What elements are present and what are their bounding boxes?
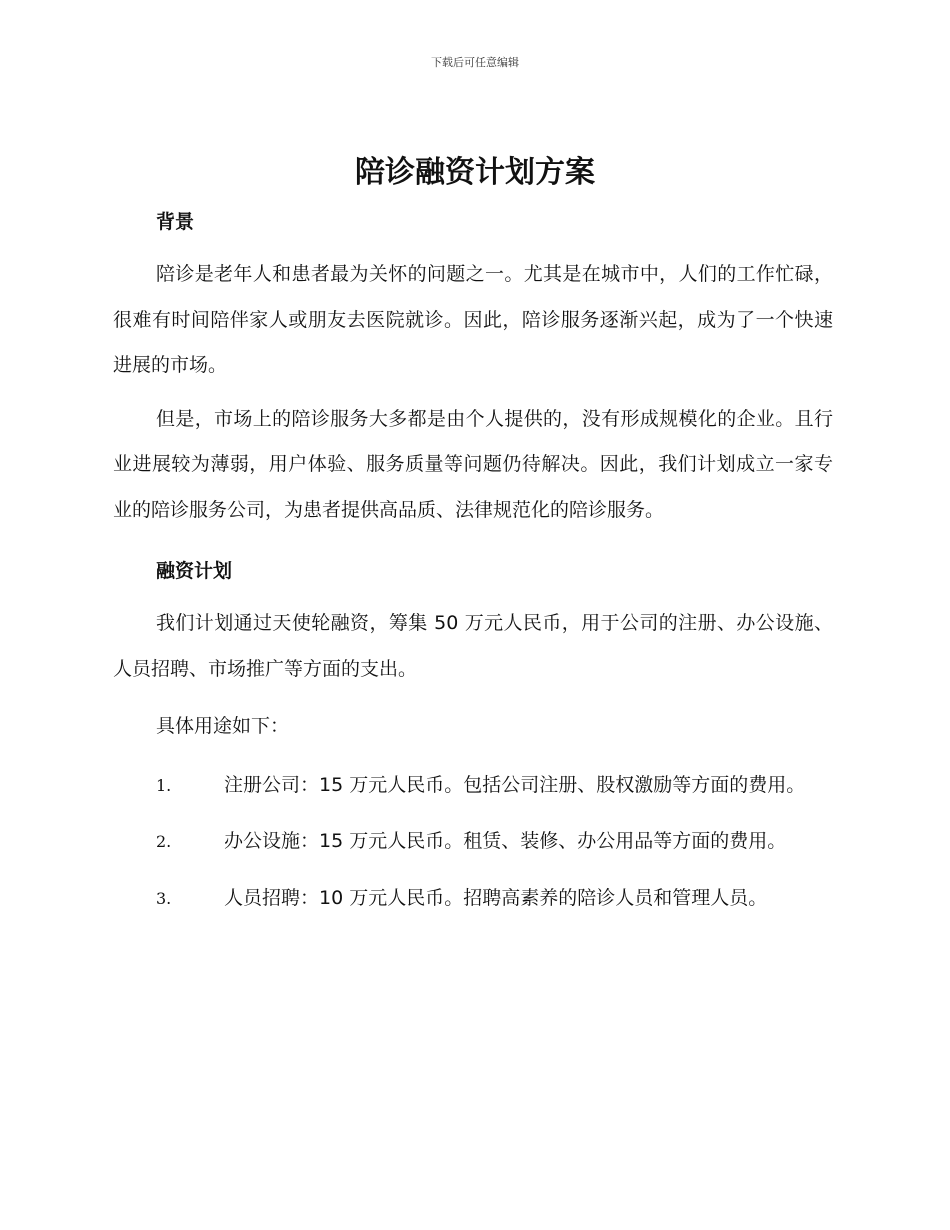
section-heading-financing-plan: 融资计划	[156, 560, 233, 582]
paragraph: 我们计划通过天使轮融资，筹集 50 万元人民币，用于公司的注册、办公设施、人员招聘、市场推广等方面的支出。	[113, 612, 833, 680]
list-number: 3.	[156, 888, 172, 908]
list-item	[113, 763, 833, 809]
document-title: 陪诊融资计划方案	[355, 155, 595, 190]
list-number: 1.	[156, 775, 172, 795]
section-heading-background: 背景	[156, 211, 195, 233]
paragraph: 具体用途如下：	[156, 715, 290, 737]
page-header-note: 下载后可任意编辑	[431, 56, 519, 69]
list-item-text: 人员招聘：10 万元人民币。招聘高素养的陪诊人员和管理人员。	[224, 886, 768, 909]
list-item-text: 办公设施：15 万元人民币。租赁、装修、办公用品等方面的费用。	[224, 830, 787, 852]
list-item	[113, 876, 833, 922]
paragraph: 但是，市场上的陪诊服务大多都是由个人提供的，没有形成规模化的企业。且行业进展较为薄弱，用户体验、服务质量等问题仍待解决。因此，我们计划成立一家专业的陪诊服务公司，为患者提供高品质、法律规范化的陪诊服务。	[113, 407, 833, 521]
paragraph: 陪诊是老年人和患者最为关怀的问题之一。尤其是在城市中，人们的工作忙碌，很难有时间陪伴家人或朋友去医院就诊。因此，陪诊服务逐渐兴起，成为了一个快速进展的市场。	[113, 263, 833, 376]
document-body	[113, 205, 833, 921]
list-item	[113, 819, 833, 865]
list-number: 2.	[156, 832, 172, 851]
list-item-text: 注册公司：15 万元人民币。包括公司注册、股权激励等方面的费用。	[224, 773, 806, 796]
